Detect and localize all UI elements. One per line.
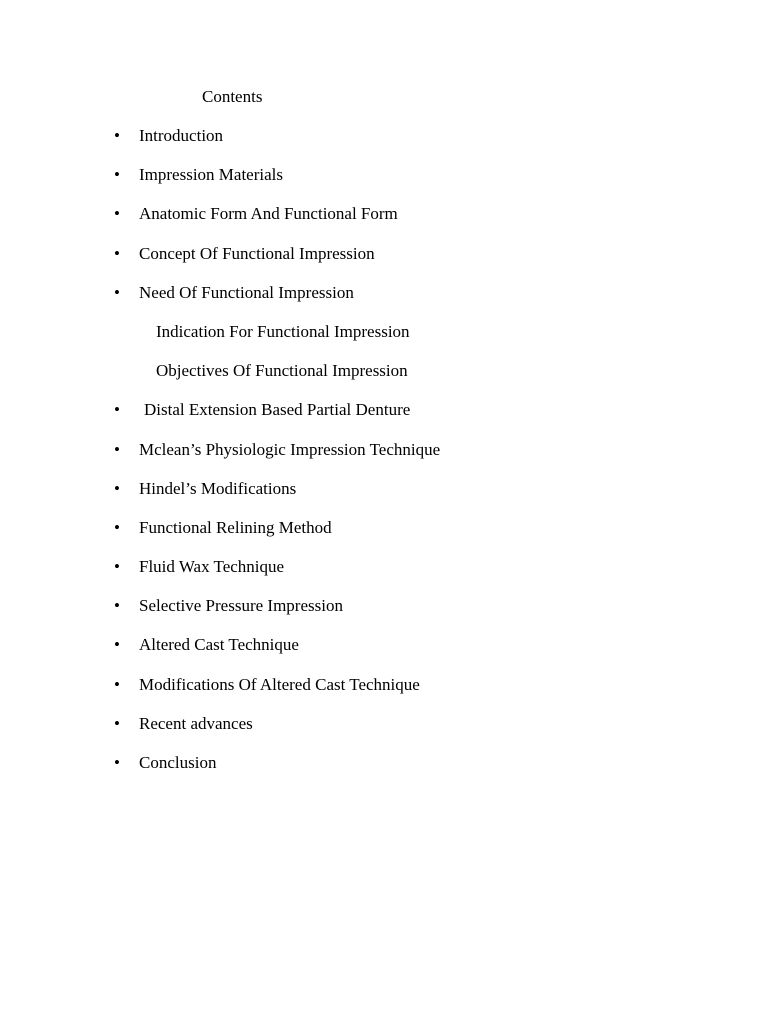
list-item [0, 282, 768, 321]
list-item [0, 556, 768, 595]
list-item-label: Impression Materials [139, 165, 283, 185]
list-item-label: Introduction [139, 126, 224, 145]
list-item-label: Distal Extension Based Partial Denture [144, 400, 411, 420]
bullet-icon: • [114, 165, 120, 185]
list-item-label: Mclean’s Physiologic Impression Technique [139, 439, 441, 459]
list-item-label: Recent advances [139, 713, 253, 733]
sub-list-item-label: Indication For Functional Impression [156, 321, 410, 341]
bullet-icon: • [114, 282, 120, 302]
list-item [0, 478, 768, 517]
list-item-label: Need Of Functional Impression [139, 282, 354, 302]
list-item [0, 595, 768, 634]
bullet-icon: • [114, 478, 120, 498]
bullet-icon: • [114, 517, 120, 537]
list-item-label: Altered Cast Technique [139, 635, 299, 655]
bullet-icon: • [114, 204, 120, 224]
sub-list-item-label: Objectives Of Functional Impression [156, 361, 408, 381]
bullet-icon: • [114, 126, 120, 145]
contents-list [0, 125, 768, 791]
list-item [0, 634, 768, 673]
bullet-icon: • [114, 635, 120, 655]
bullet-icon: • [114, 713, 120, 733]
list-item-label: Anatomic Form And Functional Form [139, 204, 398, 224]
sub-list-item [0, 321, 768, 360]
bullet-icon: • [114, 557, 120, 577]
list-item [0, 752, 768, 791]
list-item [0, 439, 768, 478]
list-item [0, 674, 768, 713]
list-item-label: Modifications Of Altered Cast Technique [139, 674, 420, 694]
list-item-label: Concept Of Functional Impression [139, 243, 375, 263]
list-item-label: Selective Pressure Impression [139, 596, 343, 616]
list-item-label: Fluid Wax Technique [139, 557, 285, 577]
list-item [0, 125, 768, 164]
bullet-icon: • [114, 439, 120, 459]
bullet-icon: • [114, 674, 120, 694]
list-item [0, 399, 768, 438]
list-item [0, 713, 768, 752]
list-item [0, 164, 768, 203]
bullet-icon: • [114, 753, 120, 772]
bullet-icon: • [114, 596, 120, 616]
list-item [0, 203, 768, 242]
bullet-icon: • [114, 243, 120, 263]
list-item-label: Hindel’s Modifications [139, 478, 297, 498]
contents-heading: Contents [202, 87, 263, 106]
bullet-icon: • [114, 400, 120, 420]
list-item [0, 517, 768, 556]
list-item [0, 243, 768, 282]
list-item-label: Functional Relining Method [139, 517, 332, 537]
list-item-label: Conclusion [139, 753, 217, 772]
sub-list-item [0, 360, 768, 399]
